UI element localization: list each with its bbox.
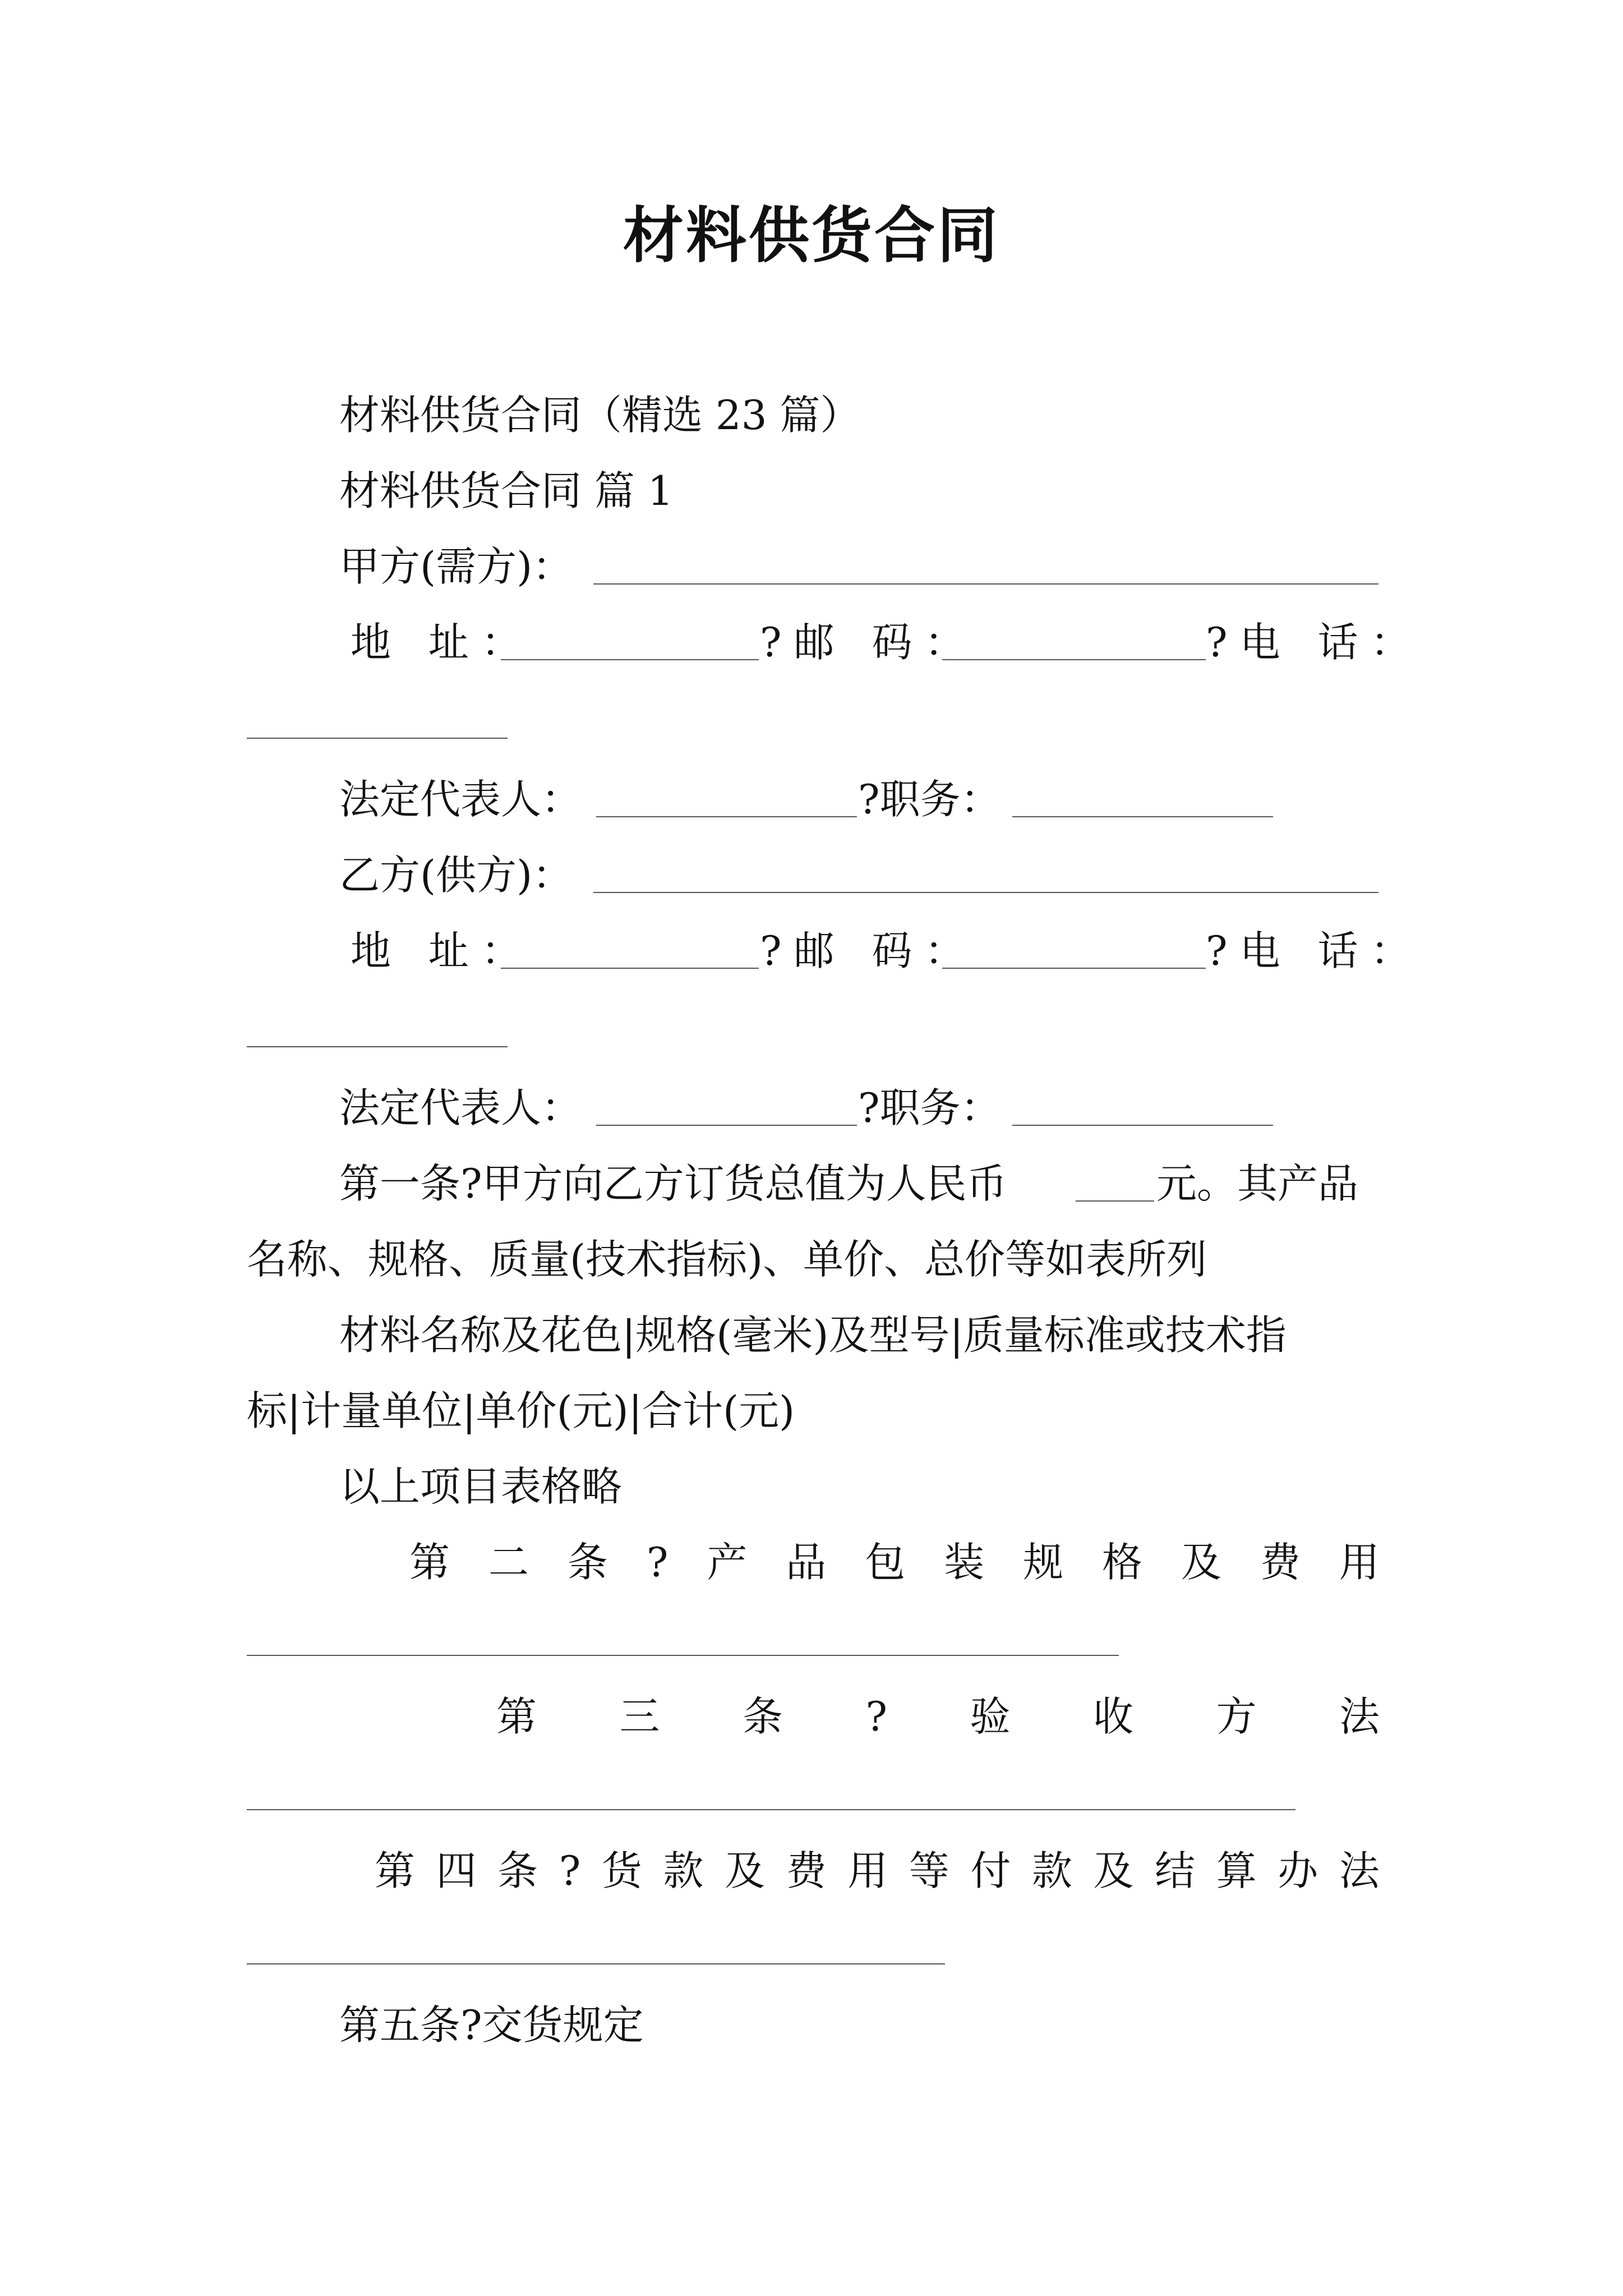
article2-char: 用 [1339, 1539, 1380, 1586]
party-a-position-label: ?职务： [858, 776, 1001, 823]
article4-char: 用 [847, 1847, 888, 1894]
party-a-blank [593, 583, 1378, 585]
article4-char: 算 [1216, 1847, 1257, 1894]
party-a-phone-blank [247, 738, 508, 739]
party-b-rep-label: 法定代表人： [339, 1084, 582, 1131]
party-b-position-blank [1012, 1125, 1273, 1126]
party-a-phone-label: ?电 话： [1206, 619, 1423, 666]
article4-char: ? [559, 1847, 581, 1894]
article2-char: 条 [567, 1539, 608, 1586]
party-b-phone-blank [247, 1046, 508, 1047]
article3-char: 条 [742, 1693, 783, 1740]
party-b-phone-label: ?电 话： [1206, 927, 1423, 974]
table-note: 以上项目表格略 [339, 1463, 623, 1510]
party-a-position-blank [1012, 816, 1273, 817]
article4-char: 费 [786, 1847, 827, 1894]
article4-char: 四 [436, 1847, 477, 1894]
party-b-rep-blank [596, 1125, 857, 1126]
article4-char: 及 [1093, 1847, 1134, 1894]
article2-char: 规 [1023, 1539, 1064, 1586]
article2-char: 及 [1181, 1539, 1221, 1586]
party-b-address-blank [501, 968, 759, 969]
party-b-address-label: 地 址： [351, 927, 534, 974]
article2-char: 装 [944, 1539, 985, 1586]
article4-char: 第 [375, 1847, 416, 1894]
article2-char: 费 [1260, 1539, 1301, 1586]
article4-char: 等 [909, 1847, 949, 1894]
party-a-rep-label: 法定代表人： [339, 776, 582, 823]
article2-char: 包 [865, 1539, 906, 1586]
article4-heading [375, 1843, 1380, 1899]
party-a-address-label: 地 址： [351, 619, 534, 666]
article4-char: 款 [1031, 1847, 1072, 1894]
party-b-postcode-blank [942, 968, 1206, 969]
article3-char: 三 [619, 1693, 660, 1740]
document-title: 材料供货合同 [623, 200, 1000, 271]
article2-char: 第 [409, 1539, 450, 1586]
article3-char: 法 [1339, 1693, 1380, 1740]
article4-char: 付 [970, 1847, 1011, 1894]
subtitle: 材料供货合同（精选 23 篇） [339, 392, 861, 439]
article2-char: 品 [786, 1539, 827, 1586]
article3-char: 第 [496, 1693, 537, 1740]
article2-char: 格 [1102, 1539, 1143, 1586]
article1-amount-blank [1076, 1200, 1154, 1202]
party-a-address-blank [501, 659, 759, 660]
article3-blank [247, 1809, 1295, 1810]
party-a-rep-blank [596, 816, 857, 817]
article4-char: 条 [497, 1847, 538, 1894]
article5-heading: 第五条?交货规定 [339, 2001, 644, 2049]
party-a-postcode-blank [942, 659, 1206, 660]
article3-heading [496, 1688, 1380, 1745]
article4-char: 法 [1339, 1847, 1380, 1894]
party-b-postcode-label: ?邮 码： [760, 927, 978, 974]
section-heading: 材料供货合同 篇 1 [339, 467, 674, 514]
article1-line1-b: 元。其产品 [1156, 1160, 1359, 1207]
article2-char: ? [646, 1539, 668, 1586]
article2-heading [409, 1534, 1380, 1590]
party-b-position-label: ?职务： [858, 1084, 1001, 1131]
article2-blank [247, 1655, 1119, 1656]
article1-line1-a: 第一条?甲方向乙方订货总值为人民币 [339, 1160, 1007, 1207]
article3-char: ? [865, 1693, 888, 1740]
article4-char: 款 [663, 1847, 704, 1894]
table-header-line2: 标|计量单位|单价(元)|合计(元) [247, 1387, 795, 1434]
party-a-label: 甲方(需方)： [339, 543, 573, 590]
party-a-postcode-label: ?邮 码： [760, 619, 978, 666]
article3-char: 方 [1216, 1693, 1257, 1740]
article4-char: 结 [1155, 1847, 1196, 1894]
article3-char: 验 [970, 1693, 1011, 1740]
party-b-label: 乙方(供方)： [339, 852, 573, 899]
table-header-line1: 材料名称及花色|规格(毫米)及型号|质量标准或技术指 [339, 1312, 1287, 1359]
article1-line2: 名称、规格、质量(技术指标)、单价、总价等如表所列 [247, 1236, 1207, 1283]
article4-char: 办 [1278, 1847, 1318, 1894]
article4-char: 及 [725, 1847, 766, 1894]
article3-char: 收 [1093, 1693, 1134, 1740]
article2-char: 二 [488, 1539, 529, 1586]
article4-blank [247, 1963, 945, 1964]
party-b-blank [593, 892, 1378, 893]
article4-char: 货 [601, 1847, 642, 1894]
article2-char: 产 [707, 1539, 748, 1586]
